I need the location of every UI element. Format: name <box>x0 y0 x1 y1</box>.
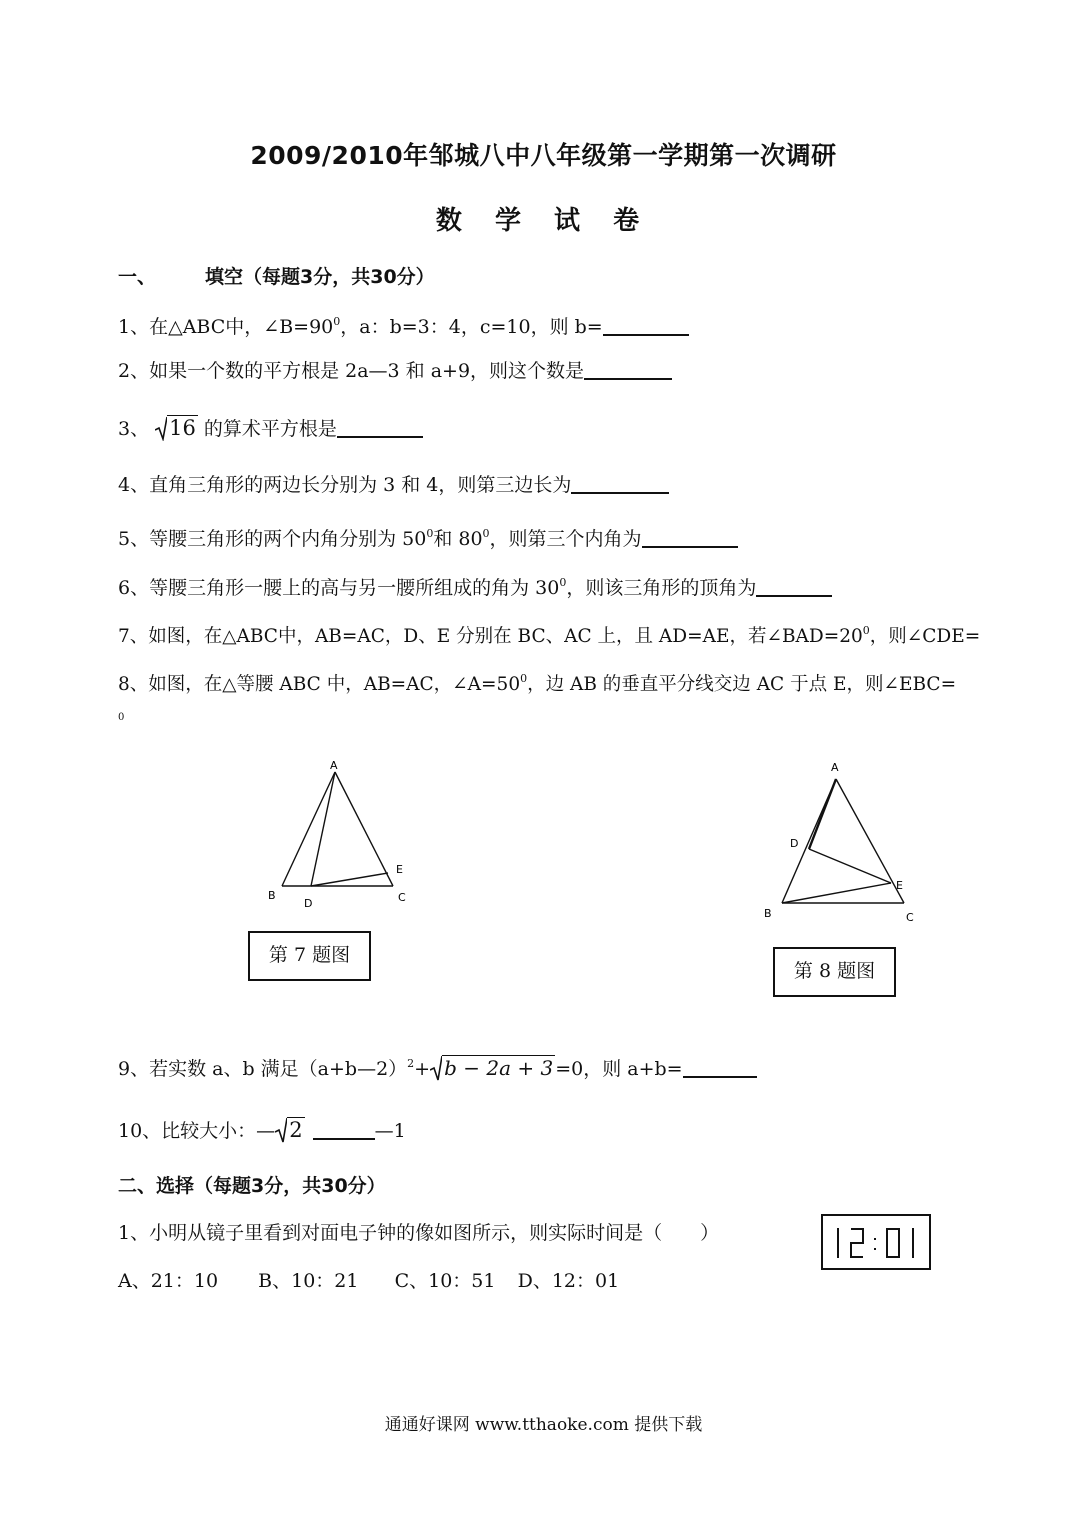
question-3: 3、 16 的算术平方根是 <box>118 414 423 443</box>
option-c[interactable]: C、10：51 <box>394 1270 496 1292</box>
fig7-label-c: C <box>398 891 406 904</box>
question-8-tail: 0 <box>118 712 125 723</box>
section1-number: 一、 <box>118 266 157 288</box>
figure-7-triangle <box>258 755 418 915</box>
fig7-label-b: B <box>268 889 276 902</box>
answer-blank[interactable] <box>584 358 672 380</box>
exam-title: 2009/2010年邹城八中八年级第一学期第一次调研 <box>250 141 837 170</box>
figure-8-triangle <box>758 755 928 930</box>
fig8-label-d: D <box>790 837 799 850</box>
question-10: 10、比较大小：— 2 —1 <box>118 1116 406 1145</box>
question-5: 5、等腰三角形的两个内角分别为 $50^0$和 $80^0$，则第三个内角为 <box>118 520 738 553</box>
fig8-label-a: A <box>831 761 839 774</box>
answer-blank[interactable] <box>571 472 669 494</box>
radical-sign-icon <box>430 1054 442 1082</box>
footer-source: 通通好课网 www.tthaoke.com 提供下载 <box>384 1415 703 1435</box>
answer-blank[interactable] <box>642 526 738 548</box>
section1-heading: 填空（每题3分，共30分） <box>205 266 435 288</box>
option-b[interactable]: B、10：21 <box>258 1270 359 1292</box>
fig7-label-e: E <box>396 863 403 876</box>
fig7-label-a: A <box>330 759 338 772</box>
sqrt-16: 16 <box>155 414 198 443</box>
option-d[interactable]: D、12：01 <box>517 1270 620 1292</box>
question-7: 7、如图，在△ABC中，AB=AC，D、E 分别在 BC、AC 上，且 AD=AE，若$\angle BAD=20^0$，则∠CDE= <box>118 624 981 647</box>
radical-sign-icon <box>275 1116 287 1144</box>
sqrt-expression: b − 2a + 3 <box>430 1054 555 1083</box>
fig7-label-d: D <box>304 897 313 910</box>
fig8-label-e: E <box>896 879 903 892</box>
question-4: 4、直角三角形的两边长分别为 3 和 4，则第三边长为 <box>118 471 669 499</box>
section2-heading: 二、选择（每题3分，共30分） <box>118 1175 386 1197</box>
fig8-label-c: C <box>906 911 914 924</box>
answer-blank[interactable] <box>683 1056 757 1078</box>
digital-clock-digits <box>823 1216 929 1268</box>
sqrt-2: 2 <box>275 1116 304 1145</box>
answer-blank[interactable] <box>337 416 423 438</box>
radical-sign-icon <box>155 415 167 441</box>
mirror-clock-image <box>821 1214 931 1270</box>
question-1: 1、在△ABC中，$\angle B=90^0$，a：b=3：4，c=10，则 b= <box>118 308 689 341</box>
figure-7-caption: 第 7 题图 <box>248 931 371 981</box>
question-2: 2、如果一个数的平方根是 2a—3 和 a+9，则这个数是 <box>118 357 672 385</box>
question-6: 6、等腰三角形一腰上的高与另一腰所组成的角为 $30^0$，则该三角形的顶角为 <box>118 569 832 602</box>
answer-blank[interactable] <box>603 314 689 336</box>
answer-blank[interactable] <box>756 575 832 597</box>
question-8: 8、如图，在△等腰 ABC 中，AB=AC，$\angle A=50^0$，边 AB 的垂直平分线交边 AC 于点 E，则∠EBC= <box>118 672 957 695</box>
question-9: 9、若实数 a、b 满足（a+b—2）$^2$+ b − 2a + 3 =0，则 a+b= <box>118 1050 757 1083</box>
choice-options <box>118 1267 619 1295</box>
figure-8-caption: 第 8 题图 <box>773 947 896 997</box>
fig8-label-b: B <box>764 907 772 920</box>
choice-question-1: 1、小明从镜子里看到对面电子钟的像如图所示，则实际时间是（ ） <box>118 1222 720 1244</box>
answer-blank[interactable] <box>313 1118 375 1140</box>
option-a[interactable]: A、21：10 <box>118 1270 219 1292</box>
exam-subtitle: 数 学 试 卷 <box>435 206 652 236</box>
